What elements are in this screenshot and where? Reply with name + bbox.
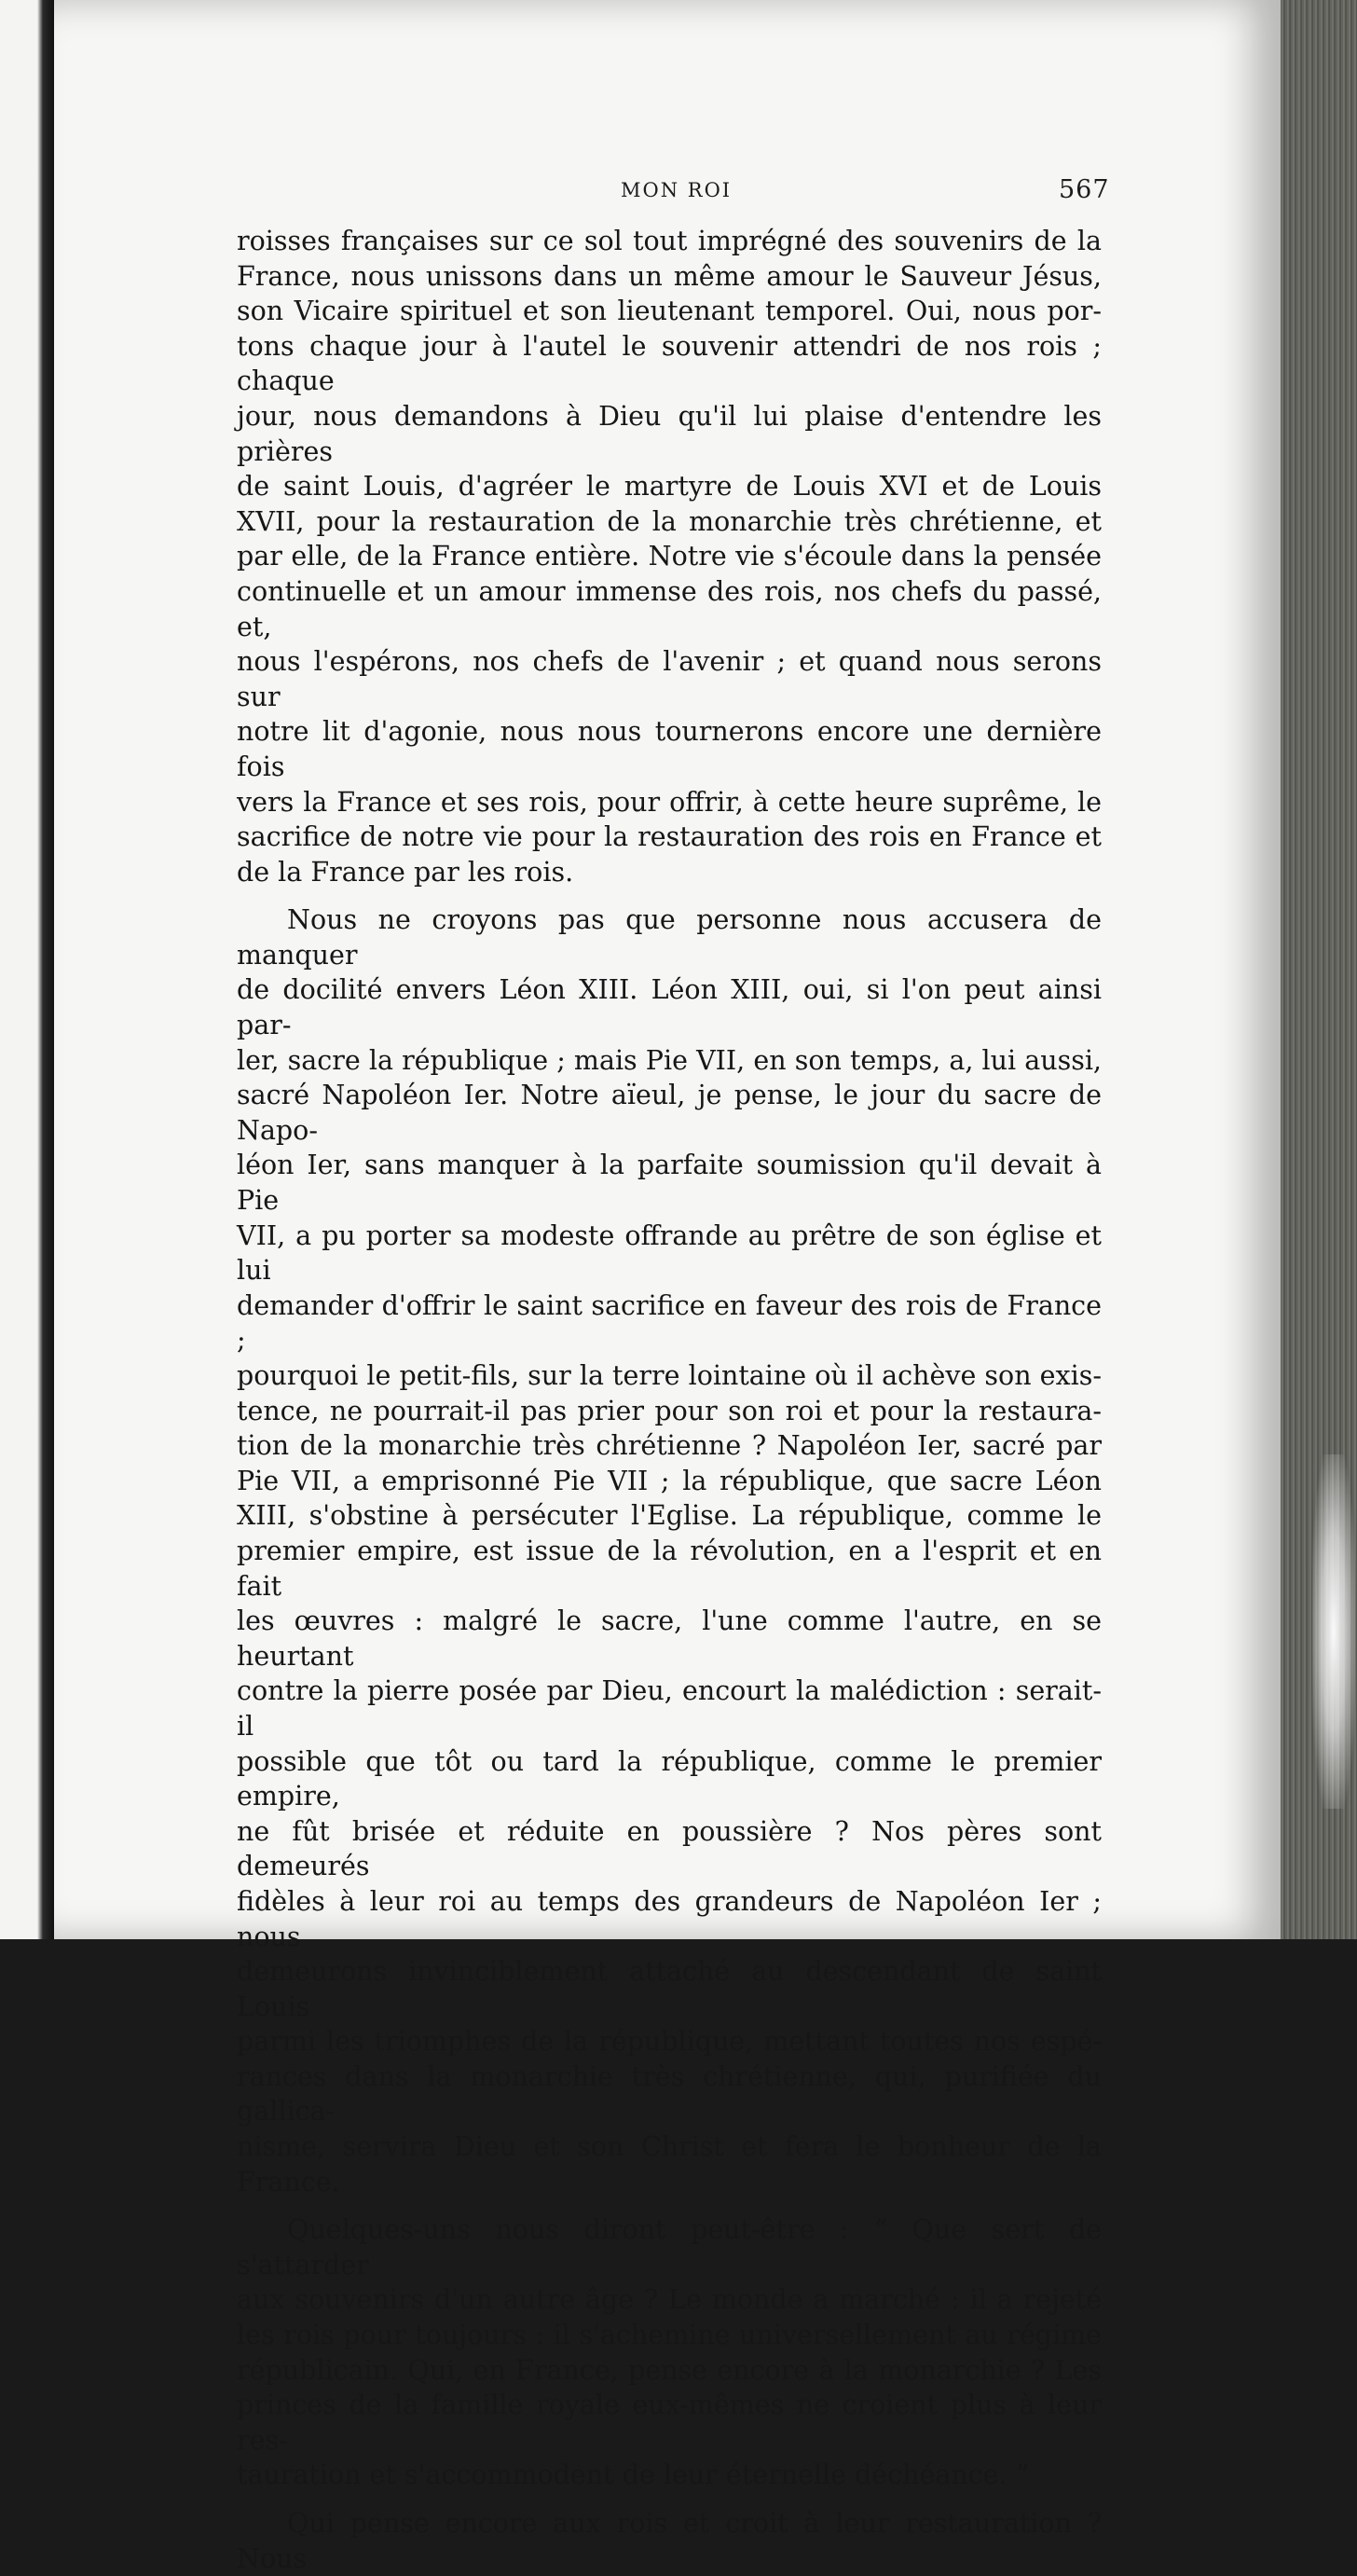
running-title: MON ROI xyxy=(621,179,733,201)
text-line: demander d'offrir le saint sacrifice en faveur des rois de France ; xyxy=(237,1289,1102,1357)
text-line: nous l'espérons, nos chefs de l'avenir ; et quand nous serons sur xyxy=(237,646,1102,712)
text-line: les œuvres : malgré le sacre, l'une comme l'autre, en se heurtant xyxy=(237,1605,1102,1672)
text-line: jour, nous demandons à Dieu qu'il lui plaise d'entendre les prières xyxy=(237,400,1102,467)
text-line: Qui pense encore aux rois et croit à leur restauration ? Nous xyxy=(237,2508,1102,2574)
text-line: contre la pierre posée par Dieu, encourt la malédiction : serait-il xyxy=(237,1675,1102,1742)
text-line: par elle, de la France entière. Notre vie s'écoule dans la pensée xyxy=(237,541,1102,572)
text-line: France, nous unissons dans un même amour le Sauveur Jésus, xyxy=(237,260,1102,292)
text-line: demeurons invinciblement attaché au descendant de saint Louis xyxy=(237,1956,1102,2022)
left-page-edge xyxy=(0,0,54,1939)
text-line: premier empire, est issue de la révolution, en a l'esprit et en fait xyxy=(237,1535,1102,1602)
text-line: Nous ne croyons pas que personne nous accusera de manquer xyxy=(237,904,1102,971)
text-line: Quelques-uns nous diront peut-être : “ Que sert de s'attarder xyxy=(237,2214,1102,2280)
text-line: fidèles à leur roi au temps des grandeurs de Napoléon Ier ; nous xyxy=(237,1885,1102,1952)
text-line: de docilité envers Léon XIII. Léon XIII, oui, si l'on peut ainsi par- xyxy=(237,974,1102,1041)
text-line: son Vicaire spirituel et son lieutenant temporel. Oui, nous por- xyxy=(237,296,1102,327)
text-line: XVII, pour la restauration de la monarchie très chrétienne, et xyxy=(237,505,1102,537)
text-line: princes de la famille royale eux-mêmes ne croient plus à leur res- xyxy=(237,2390,1102,2456)
text-line: léon Ier, sans manquer à la parfaite soumission qu'il devait à Pie xyxy=(237,1150,1102,1217)
light-reflection xyxy=(1312,1454,1355,1809)
body-text xyxy=(237,224,1102,2576)
page-stack-edge xyxy=(1281,0,1357,1939)
text-line: sacrifice de notre vie pour la restauration des rois en France et xyxy=(237,821,1102,853)
text-line: ne fût brisée et réduite en poussière ? Nos pères sont demeurés xyxy=(237,1815,1102,1882)
text-line: les rois pour toujours : il s'achemine universellement au régime xyxy=(237,2320,1102,2351)
text-line: tons chaque jour à l'autel le souvenir attendri de nos rois ; chaque xyxy=(237,330,1102,397)
text-line: tence, ne pourrait-il pas prier pour son roi et pour la restaura- xyxy=(237,1395,1102,1426)
book-page xyxy=(54,0,1281,2574)
text-line: nisme, servira Dieu et son Christ et fera le bonheur de la France. xyxy=(237,2131,1102,2197)
text-line: Pie VII, a emprisonné Pie VII ; la république, que sacre Léon xyxy=(237,1465,1102,1496)
text-line: tauration et s'accommodent de leur éternelle déchéance. ” xyxy=(237,2459,1030,2491)
page-number: 567 xyxy=(1059,175,1110,204)
paragraph-2 xyxy=(237,902,1102,2199)
text-line: roisses françaises sur ce sol tout imprégné des souvenirs de la xyxy=(237,226,1102,256)
text-line: républicain. Qui, en France, pense encore à la monarchie ? Les xyxy=(237,2354,1102,2386)
text-line: parmi les triomphes de la république, mettant toutes nos espé- xyxy=(237,2026,1102,2058)
paragraph-3 xyxy=(237,2212,1102,2493)
text-line: pourquoi le petit-fils, sur la terre lointaine où il achève son exis- xyxy=(237,1360,1102,1391)
text-line: tion de la monarchie très chrétienne ? Napoléon Ier, sacré par xyxy=(237,1430,1102,1462)
paragraph-1 xyxy=(237,224,1102,889)
text-line: ler, sacre la république ; mais Pie VII, en son temps, a, lui aussi, xyxy=(237,1044,1102,1076)
text-line: vers la France et ses rois, pour offrir, à cette heure suprême, le xyxy=(237,786,1102,818)
paragraph-4 xyxy=(237,2506,1102,2576)
text-line: de la France par les rois. xyxy=(237,856,574,888)
text-line: possible que tôt ou tard la république, comme le premier empire, xyxy=(237,1745,1102,1812)
text-line: VII, a pu porter sa modeste offrande au prêtre de son église et lui xyxy=(237,1219,1102,1287)
text-line: XIII, s'obstine à persécuter l'Eglise. La république, comme le xyxy=(237,1500,1102,1532)
text-line: de saint Louis, d'agréer le martyre de Louis XVI et de Louis xyxy=(237,471,1102,503)
text-line: sacré Napoléon Ier. Notre aïeul, je pense, le jour du sacre de Napo- xyxy=(237,1080,1102,1146)
text-line: notre lit d'agonie, nous nous tournerons encore une dernière fois xyxy=(237,716,1102,782)
text-line: rances dans la monarchie très chrétienne, qui, purifiée du gallica- xyxy=(237,2060,1102,2128)
text-line: aux souvenirs d'un autre âge ? Le monde a marché : il a rejeté xyxy=(237,2284,1102,2316)
text-line: continuelle et un amour immense des rois, nos chefs du passé, et, xyxy=(237,575,1102,642)
